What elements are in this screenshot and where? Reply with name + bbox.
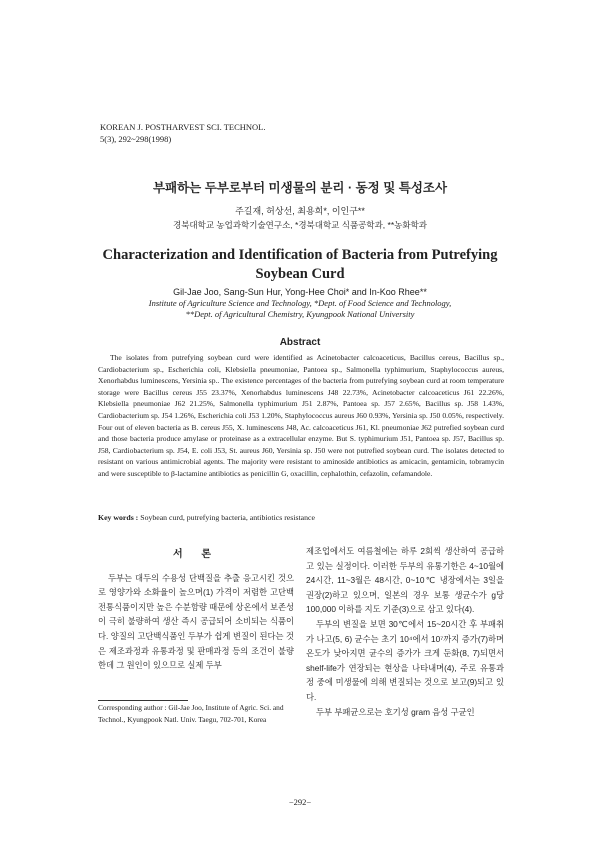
english-title: Characterization and Identification of Bacteria from Putrefying Soybean Curd [102,247,498,282]
affiliation-line-1: Institute of Agriculture Science and Technology, *Dept. of Food Science and Technology, [148,298,452,308]
keywords-text: Soybean curd, putrefying bacteria, antibiotics resistance [138,513,315,522]
intro-paragraph-1: 두부는 대두의 수용성 단백질을 추출 응고시킨 것으로 영양가와 소화율이 높으며(1) 가격이 저렴한 고단백 전통식품이지만 높은 수분함량 때문에 상온에서 보존성이 극히 불량하여 생산 즉시 공급되어 소비되는 식품이다. 양질의 고단백식품인 두부가 쉽게 변질이 된다는 것은 제조과정과 유통과정 및 판매과정 등의 조건이 불량한데 그 원인이 있으므로 실제 두부 [98,572,294,671]
corresponding-author-footnote: Corresponding author : Gil-Jae Joo, Institute of Agric. Sci. and Technol., Kyungpook Natl. Univ. Taegu, 702-701, Korea [98,703,284,724]
english-authors: Gil-Jae Joo, Sang-Sun Hur, Yong-Hee Choi* and In-Koo Rhee** [173,287,427,297]
english-affiliation [0,298,600,320]
journal-citation [100,121,265,145]
intro-heading: 서 론 [172,549,220,560]
left-column [98,548,294,673]
page-number: −292− [288,797,312,807]
korean-title: 부패하는 두부로부터 미생물의 분리 · 동정 및 특성조사 [152,181,448,195]
abstract-heading: Abstract [279,337,321,348]
footnote-divider [98,700,188,701]
journal-name: KOREAN J. POSTHARVEST SCI. TECHNOL. [100,122,266,132]
korean-authors: 주길재, 허상선, 최용희*, 이인구** [235,206,365,216]
abstract-text: The isolates from putrefying soybean curd were identified as Acinetobacter calcoaceticus, Bacillus cereus, Bacillus sp., Cardiobacterium sp., Escherichia coli, Klebsiella pneumoniae, Pantoea sp., Salmonella typhimurium, Staphylococcus aureus, Xenorhabdus luminescens, Yersinia sp.. The existence percentages of the bacteria from putrefying soybean curd at room temperature storage were Bacillus cereus J55 23.37%, Xenorhabdus luminescens J48 22.73%, Acinetobacter calcoaceticus J61 22.26%, Klebsiella pneumoniae J62 21.25%, Salmonella typhimurium J51 2.87%, Pantoea sp. J57 2.65%, Bacillus sp. J58 1.43%, Cardiobacterium sp. J54 1.26%, Escherichia coli J53 1.20%, Staphylococcus aureus J60 0.93%, Yersinia sp. J50 0.05%, respectively. Four out of eleven bacteria as B. cereus J55, X. luminescens J48, Ac. calcoaceticus J61, Kl. pneumoniae J62 putrefied soybean curd and those bacteria produce amylase or proteinase as a extracellular enzyme. But S. typhimurium J51, Pantoea sp. J57, Bacillus sp. J58, Cardiobacterium sp. J54, E. coli J53, St. aureus J60, Yersinia sp. J50 were not putrefied soybean curd. The isolates detected to resistant on various antimicrobial agents. The majority were resistant to aminoside antibiotics as amicacin, gentamicin, tobramycin and were susceptible to β-lactamine antibiotics as penicillin G, oxacillin, cephalothin, cefazolin, cefamandole. [98,353,504,478]
affiliation-line-2: **Dept. of Agricultural Chemistry, Kyungpook National University [185,309,415,319]
journal-volume: 5(3), 292~298(1998) [100,134,172,144]
right-column [306,544,504,719]
intro-paragraph-3: 두부 부패균으로는 호기성 gram 음성 구균인 [316,706,475,717]
intro-paragraph-1-cont: 제조업에서도 여름철에는 하루 2회씩 생산하여 공급하고 있는 실정이다. 이러한 두부의 유통기한은 4~10월에 24시간, 11~3월은 48시간, 0~10℃ 냉장에서는 3일을 권장(2)하고 있으며, 일본의 경우 보통 생균수가 g당 100,000 이하를 지도 기준(3)으로 삼고 있다(4). [306,546,504,615]
korean-affiliation: 경북대학교 농업과학기술연구소, *경북대학교 식품공학과, **농화학과 [172,220,427,230]
keywords-label: Key words : [98,513,139,522]
keywords [98,513,504,522]
intro-paragraph-2: 두부의 변질을 보면 30℃에서 15~20시간 후 부패취가 나고(5, 6) 균수는 초기 10⁴에서 10⁷까지 증가(7)하며 온도가 낮아지면 균수의 증가가 크게 둔화(8, 7)되면서 shelf-life가 연장되는 현상을 나타내며(4), 주로 유통과정 중에 미생물에 의해 변질되는 것으로 보고(9)되고 있다. [306,618,504,702]
